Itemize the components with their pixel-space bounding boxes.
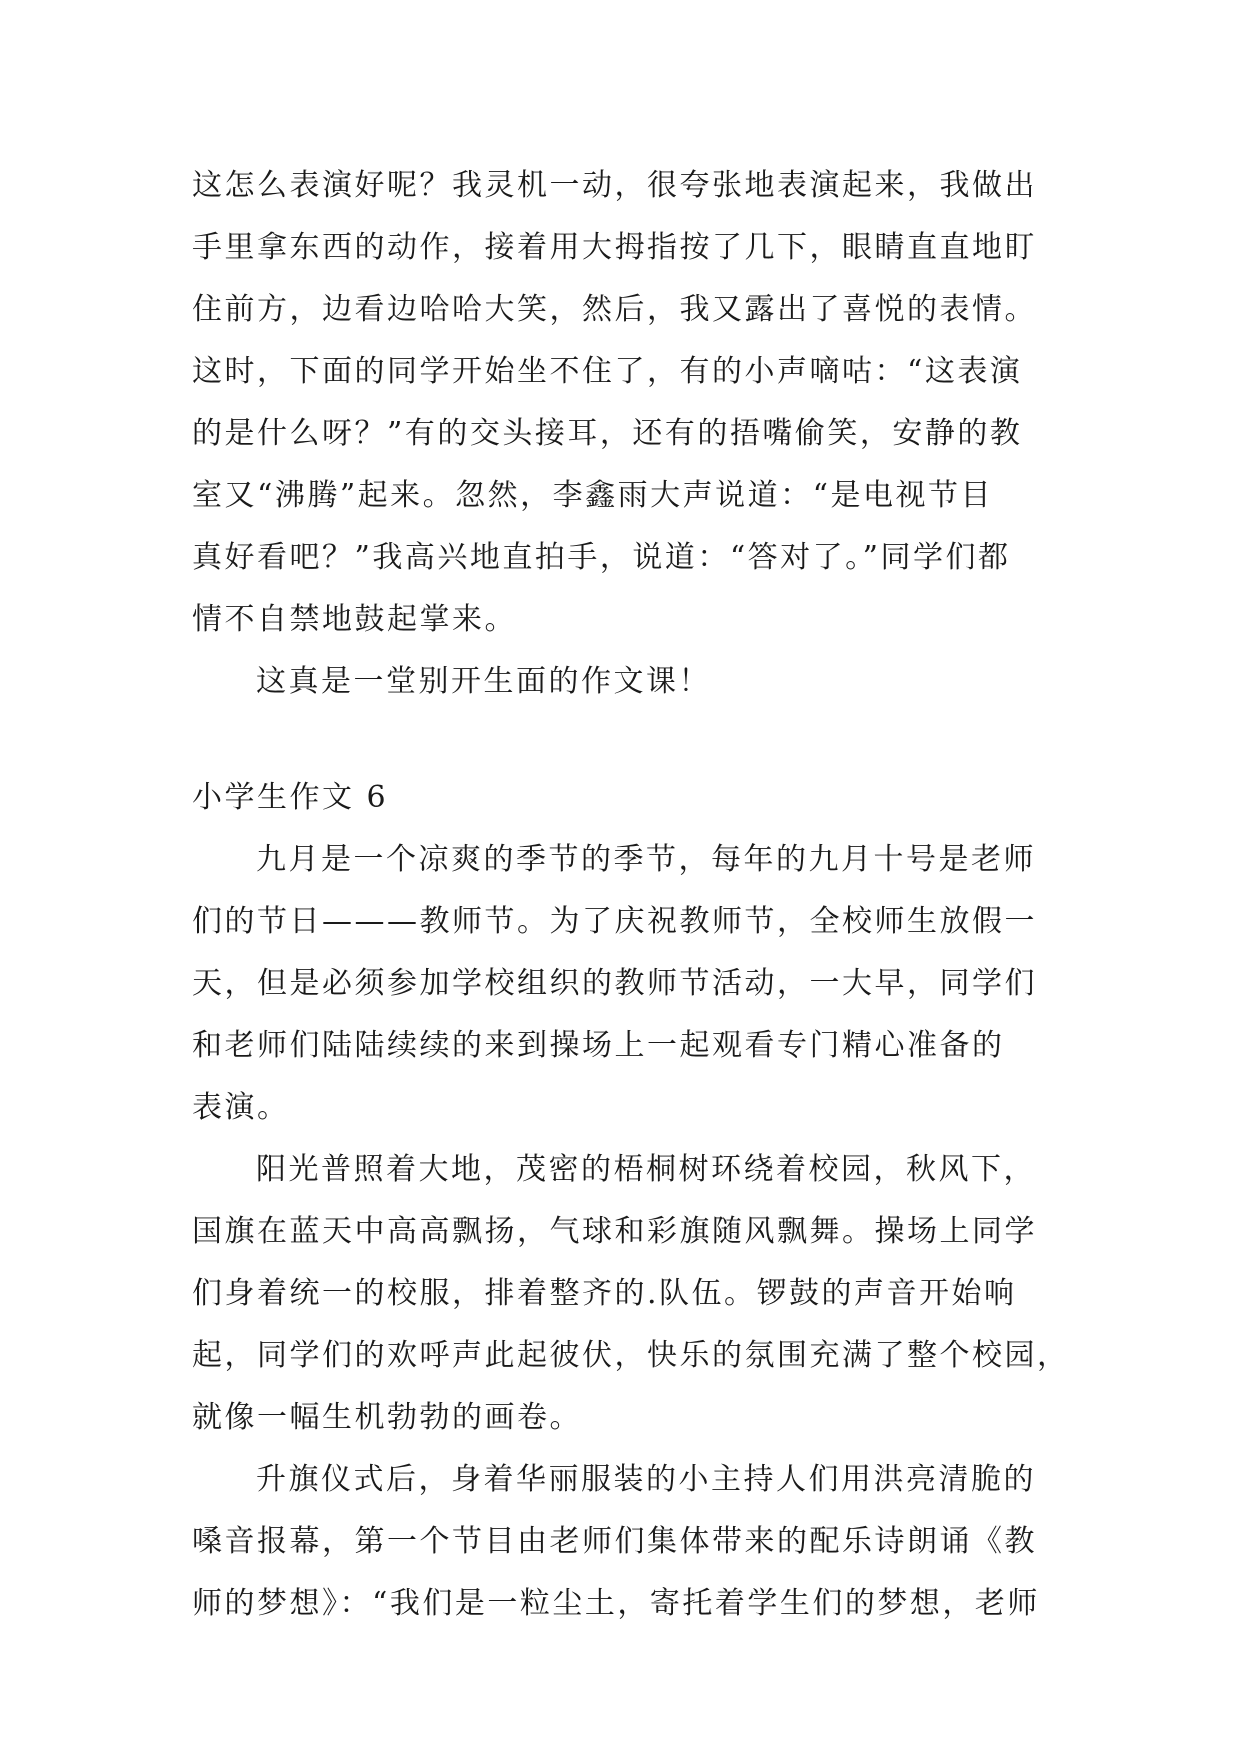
text-line: 升旗仪式后，身着华丽服装的小主持人们用洪亮清脆的 [256,1462,1036,1497]
text-line: 真好看吧？”我高兴地直拍手，说道：“答对了。”同学们都 [192,540,1011,575]
text-line: 就像一幅生机勃勃的画卷。 [192,1400,582,1435]
text-line: 九月是一个凉爽的季节的季节，每年的九月十号是老师 [256,842,1036,877]
text-line: 手里拿东西的动作，接着用大拇指按了几下，眼睛直直地盯 [192,230,1037,265]
text-line: 室又“沸腾”起来。忽然，李鑫雨大声说道：“是电视节目 [192,478,994,513]
text-line: 阳光普照着大地，茂密的梧桐树环绕着校园，秋风下， [256,1152,1036,1187]
text-line: 嗓音报幕，第一个节目由老师们集体带来的配乐诗朗诵《教 [192,1524,1037,1559]
text-line: 的是什么呀？”有的交头接耳，还有的捂嘴偷笑，安静的教 [192,416,1023,451]
text-line: 和老师们陆陆续续的来到操场上一起观看专门精心准备的 [192,1028,1005,1063]
text-line: 情不自禁地鼓起掌来。 [192,602,517,637]
section-heading: 小学生作文 6 [192,780,389,815]
text-line: 这怎么表演好呢？我灵机一动，很夸张地表演起来，我做出 [192,168,1037,203]
text-line: 表演。 [192,1090,290,1125]
text-line: 师的梦想》：“我们是一粒尘土，寄托着学生们的梦想，老师 [192,1586,1040,1621]
text-line: 住前方，边看边哈哈大笑，然后，我又露出了喜悦的表情。 [192,292,1037,327]
text-line: 这真是一堂别开生面的作文课！ [256,664,711,699]
text-line: 起，同学们的欢呼声此起彼伏，快乐的氛围充满了整个校园， [192,1338,1070,1373]
text-line: 这时，下面的同学开始坐不住了，有的小声嘀咕：“这表演 [192,354,1023,389]
text-line: 国旗在蓝天中高高飘扬，气球和彩旗随风飘舞。操场上同学 [192,1214,1037,1249]
text-line: 天，但是必须参加学校组织的教师节活动，一大早，同学们 [192,966,1037,1001]
text-line: 们身着统一的校服，排着整齐的.队伍。锣鼓的声音开始响 [192,1276,1017,1311]
text-line: 们的节日———教师节。为了庆祝教师节，全校师生放假一 [192,904,1037,939]
